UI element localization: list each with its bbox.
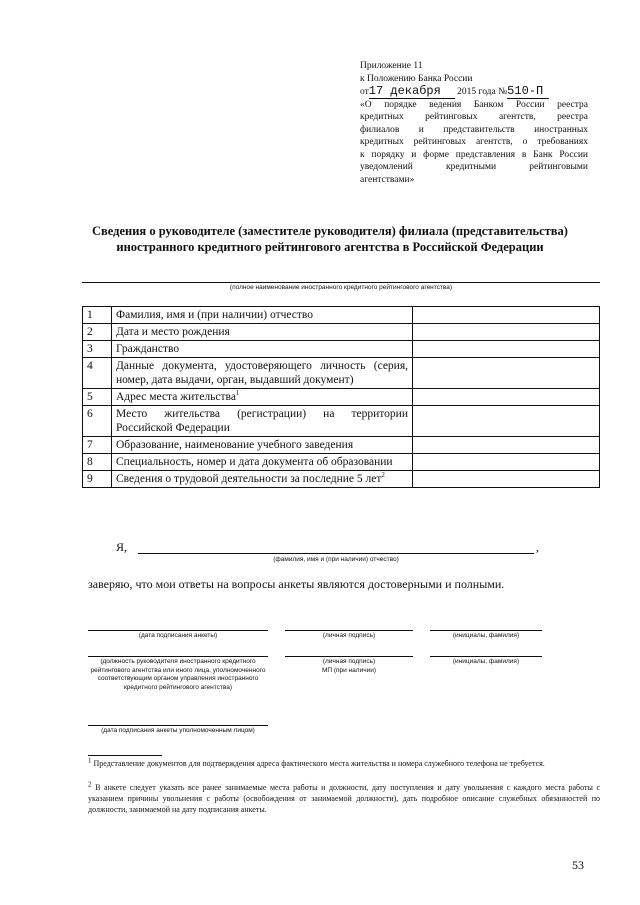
row-question-text: Специальность, номер и дата документа об образовании [116,456,393,468]
row-number: 4 [83,358,112,389]
row-answer-cell[interactable] [413,437,600,454]
authorized-initials-caption: (инициалы, фамилия) [452,658,520,665]
authorized-signing-date-field[interactable] [88,725,268,726]
row-number: 7 [83,437,112,454]
row-question-text: Сведения о трудовой деятельности за последние 5 лет [116,473,382,485]
appendix-number: Приложение 11 [360,61,423,71]
row-question [112,471,413,488]
initials-field[interactable] [430,630,542,631]
declaration-statement: заверяю, что мои ответы на вопросы анкеты являются достоверными и полными. [88,577,505,591]
row-question-text: Гражданство [116,343,180,355]
row-question [112,406,413,437]
authorized-signature-field[interactable] [285,656,413,657]
row-question [112,437,413,454]
form-title-line: иностранного кредитного рейтингового агентства в Российской Федерации [116,240,544,254]
footnote-mark: 1 [88,756,92,765]
authorized-signature-caption: (личная подпись) [322,658,376,665]
row-number: 3 [83,341,112,358]
row-answer-cell[interactable] [413,341,600,358]
footnote-text: В анкете следует указать все ранее занимаемые места работы и должности, дату поступления и дату увольнения с каждого места работы с указанием причины увольнения с работы (освобождения от занимаемой должности), дать подробное описание служебных обязанностей по должности, занимаемой на дату подписания анкеты. [88,783,601,814]
row-answer-cell[interactable] [413,358,600,389]
row-answer-cell[interactable] [413,454,600,471]
regulation-line: кредитных рейтинговых агентств, о требованиях [360,137,588,147]
agency-name-caption: (полное наименование иностранного кредитного рейтингового агентства) [229,284,453,291]
form-title-line: Сведения о руководителе (заместителе руководителя) филиала (представительства) [92,224,568,238]
date-prefix: от [360,87,369,97]
row-question [112,341,413,358]
footnote-mark: 2 [88,780,92,789]
row-question [112,389,413,406]
table-row [83,358,600,389]
row-answer-cell[interactable] [413,471,600,488]
questionnaire-table [82,306,600,488]
row-question-text: Дата и место рождения [116,326,230,338]
declarant-name-field[interactable] [138,553,534,554]
signature-caption: (личная подпись) [322,632,376,639]
row-question [112,454,413,471]
table-row [83,437,600,454]
row-answer-cell[interactable] [413,406,600,437]
row-question [112,324,413,341]
row-number: 1 [83,307,112,324]
declarant-name-caption: (фамилия, имя и (при наличии) отчество) [273,556,399,563]
footnote-separator [88,755,162,756]
position-field[interactable] [88,656,268,657]
row-question-text: Фамилия, имя и (при наличии) отчество [116,309,314,321]
signing-date-field[interactable] [88,630,268,631]
row-question-text: Данные документа, удостоверяющего личность (серия, номер, дата выдачи, орган, выдавший документ) [116,360,408,386]
appendix-regulation-ref: к Положению Банка России [360,73,473,84]
row-number: 6 [83,406,112,437]
form-title [60,223,600,255]
declaration-comma: , [536,540,539,554]
footnote-ref: 1 [235,389,240,398]
footnote-2 [88,782,600,815]
regulation-line: уведомлений кредитными рейтинговыми [360,162,588,172]
position-caption: (должность руководителя иностранного кредитного рейтингового агентства или иного лица, уполномоченного соответствующим органом управления иностранного кредитного рейтингового агентства) [90,658,266,691]
footnote-1 [88,758,600,769]
regulation-line: кредитных рейтинговых агентств, реестра [360,112,588,122]
row-answer-cell[interactable] [413,324,600,341]
table-row [83,389,600,406]
row-question [112,307,413,324]
row-number: 8 [83,454,112,471]
row-question-text: Адрес места жительства [116,391,236,403]
row-answer-cell[interactable] [413,389,600,406]
year-text: 2015 года № [457,87,508,97]
table-row [83,406,600,437]
authorized-signing-date-caption: (дата подписания анкеты уполномоченным лицом) [101,727,255,734]
row-question-text: Образование, наименование учебного заведения [116,439,354,451]
regulation-line: «О порядке ведения Банком России реестра [360,99,588,110]
row-answer-cell[interactable] [413,307,600,324]
page-number: 53 [572,858,584,872]
table-row [83,341,600,358]
signature-field[interactable] [285,630,413,631]
regulation-line: агентствами» [360,174,415,185]
row-question [112,358,413,389]
appendix-date-line [360,85,588,99]
row-number: 5 [83,389,112,406]
row-number: 9 [83,471,112,488]
seal-caption: МП (при наличии) [321,667,377,674]
authorized-initials-field[interactable] [430,656,542,657]
signing-date-caption: (дата подписания анкеты) [138,632,218,639]
table-row [83,471,600,488]
footnote-ref: 2 [381,471,385,480]
regulation-number: 510-П [507,85,549,99]
row-question-text: Место жительства (регистрации) на территории Российской Федерации [116,408,408,434]
declaration-ya: Я, [116,540,128,554]
agency-name-field[interactable] [82,282,600,283]
table-row [83,324,600,341]
table-row [83,307,600,324]
regulation-line: филиалов и представительств иностранных [360,124,588,135]
regulation-line: к порядку и форме представления в Банк России [360,149,588,160]
appendix-header [360,60,588,186]
initials-caption: (инициалы, фамилия) [452,632,520,639]
table-row [83,454,600,471]
date-value: 17 декабря [369,85,455,99]
row-number: 2 [83,324,112,341]
footnote-text: Представление документов для подтверждения адреса фактического места жительства и номера служебного телефона не требуется. [93,759,545,768]
